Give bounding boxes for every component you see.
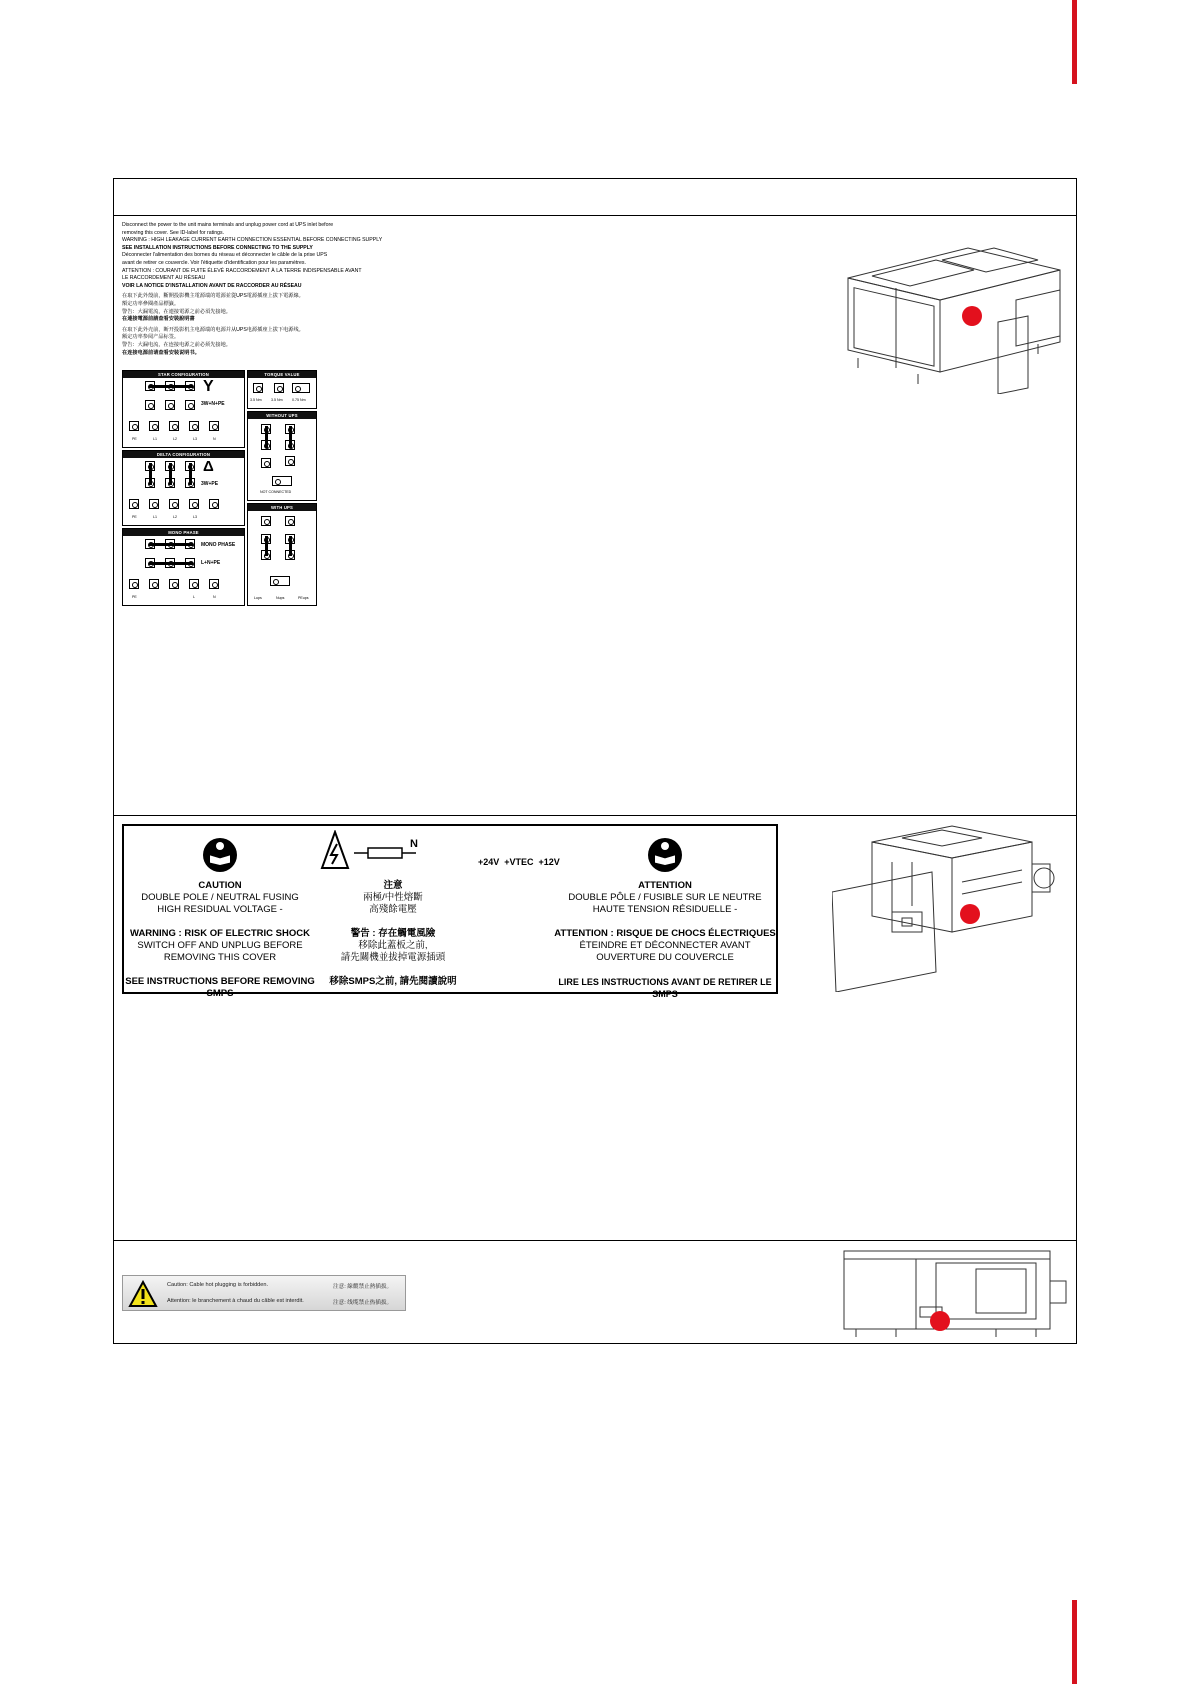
mains-text-line: 在连接电源前请查看安装说明书。 bbox=[122, 349, 200, 356]
cable-caution-label bbox=[122, 1275, 406, 1311]
mains-text-line: 在取下此外殼前，斷開投影機主電源端的電源並從UPS電源插座上拔下電源線。 bbox=[122, 293, 304, 300]
warning-line-1: SWITCH OFF AND UNPLUG BEFORE bbox=[137, 940, 303, 951]
table-row-cable-label bbox=[114, 1240, 1076, 1344]
mains-text-line: WARNING : HIGH LEAKAGE CURRENT EARTH CONNECTION ESSENTIAL BEFORE CONNECTING SUPPLY bbox=[122, 237, 383, 244]
mono-title: MONO PHASE bbox=[123, 529, 244, 536]
caution-zh-line-2: 高殘餘電壓 bbox=[369, 904, 417, 915]
footer-en: SEE INSTRUCTIONS BEFORE REMOVING SMPS bbox=[125, 976, 315, 999]
delta-symbol: Δ bbox=[203, 458, 214, 475]
star-label-l2: L2 bbox=[173, 437, 177, 441]
with-ups-label-lups: Lups bbox=[254, 596, 262, 600]
star-label-l1: L1 bbox=[153, 437, 157, 441]
cable-caution-en: Caution: Cable hot plugging is forbidden. bbox=[167, 1282, 269, 1288]
with-ups-label-peups: PEups bbox=[298, 596, 309, 600]
attention-warn-line-1: ÉTEINDRE ET DÉCONNECTER AVANT bbox=[579, 940, 751, 951]
attention-warn-title: ATTENTION : RISQUE DE CHOCS ÉLECTRIQUES bbox=[554, 928, 776, 939]
star-type: 3W+N+PE bbox=[201, 401, 225, 407]
fuse-icon bbox=[354, 846, 416, 860]
delta-label-l2: L2 bbox=[173, 515, 177, 519]
mains-text-line: Déconnecter l'alimentation des bornes du réseau et déconnecter le câble de la prise UPS bbox=[122, 252, 328, 259]
mono-type: L+N+PE bbox=[201, 560, 221, 566]
cable-caution-zh-simp: 注意: 线缆禁止热插拔。 bbox=[333, 1300, 393, 1306]
not-connected-label: NOT CONNECTED bbox=[260, 490, 292, 494]
star-configuration-box bbox=[122, 370, 245, 448]
warning-line-2: REMOVING THIS COVER bbox=[163, 952, 277, 963]
torque-value-1: 3.5 Nm bbox=[250, 398, 262, 402]
projector-illustration-side bbox=[832, 822, 1062, 992]
warning-zh-line-2: 請先關機並拔掉電源插頭 bbox=[340, 952, 446, 963]
fuse-label-n: N bbox=[410, 838, 418, 850]
torque-value-2: 3.5 Nm bbox=[271, 398, 283, 402]
star-label-pe: PE bbox=[132, 437, 137, 441]
without-ups-title: WITHOUT UPS bbox=[248, 412, 316, 419]
projector-illustration-front bbox=[836, 1247, 1072, 1339]
warning-triangle-icon bbox=[128, 1280, 158, 1308]
mains-warning-text bbox=[122, 222, 392, 357]
labels-table bbox=[113, 178, 1077, 1344]
caution-line-1: DOUBLE POLE / NEUTRAL FUSING bbox=[141, 892, 299, 903]
delta-label-pe: PE bbox=[132, 515, 137, 519]
warning-zh-line-1: 移除此蓋板之前, bbox=[358, 940, 428, 951]
warning-title: WARNING : RISK OF ELECTRIC SHOCK bbox=[130, 928, 310, 939]
caution-zh-line-1: 兩極/中性熔斷 bbox=[363, 892, 423, 903]
mains-text-line: LE RACCORDEMENT AU RÉSEAU bbox=[122, 275, 206, 282]
mono-label-n: N bbox=[213, 595, 216, 599]
location-marker-2 bbox=[960, 904, 980, 924]
footer-zh: 移除SMPS之前, 請先閱讀說明 bbox=[329, 976, 457, 987]
without-ups-box bbox=[247, 411, 317, 501]
delta-configuration-box bbox=[122, 450, 245, 526]
star-symbol: Y bbox=[203, 378, 214, 395]
mains-text-line: 在連接電源前請查看安裝說明書 bbox=[122, 316, 195, 323]
with-ups-title: WITH UPS bbox=[248, 504, 316, 511]
mains-text-line: SEE INSTALLATION INSTRUCTIONS BEFORE CONNECTING TO THE SUPPLY bbox=[122, 244, 313, 251]
attention-warn-line-2: OUVERTURE DU COUVERCLE bbox=[596, 952, 734, 963]
attention-line-1: DOUBLE PÔLE / FUSIBLE SUR LE NEUTRE bbox=[568, 892, 762, 903]
delta-title: DELTA CONFIGURATION bbox=[123, 451, 244, 458]
mains-text-line: VOIR LA NOTICE D'INSTALLATION AVANT DE RACCORDER AU RÉSEAU bbox=[122, 282, 302, 289]
torque-value-3: 0.75 Nm bbox=[292, 398, 306, 402]
electric-shock-icon bbox=[320, 830, 350, 870]
with-ups-box bbox=[247, 503, 317, 606]
read-manual-icon bbox=[203, 838, 237, 872]
mono-label-pe: PE bbox=[132, 595, 137, 599]
torque-title: TORQUE VALUE bbox=[248, 371, 316, 378]
smps-warning-label bbox=[122, 824, 778, 999]
mains-text-line: 額定功率參閱產品標籤。 bbox=[122, 300, 180, 307]
star-title: STAR CONFIGURATION bbox=[123, 371, 244, 378]
caution-title: CAUTION bbox=[198, 880, 242, 891]
attention-line-2: HAUTE TENSION RÉSIDUELLE - bbox=[592, 904, 738, 915]
page-accent-bar-bottom bbox=[1072, 1600, 1077, 1684]
star-label-n: N bbox=[213, 437, 216, 441]
table-header-row bbox=[114, 179, 1076, 215]
warning-title-zh: 警告 : 存在觸電風險 bbox=[350, 928, 436, 939]
caution-line-2: HIGH RESIDUAL VOLTAGE - bbox=[157, 904, 283, 915]
attention-title: ATTENTION bbox=[638, 880, 692, 891]
mains-text-line: ATTENTION : COURANT DE FUITE ÉLEVÉ RACCORDEMENT À LA TERRE INDISPENSABLE AVANT bbox=[122, 267, 362, 274]
location-marker-3 bbox=[930, 1311, 950, 1331]
mains-text-line: Disconnect the power to the unit mains terminals and unplug power cord at UPS inlet before bbox=[122, 222, 334, 228]
page-accent-bar-top bbox=[1072, 0, 1077, 84]
star-label-l3: L3 bbox=[193, 437, 197, 441]
read-manual-icon-2 bbox=[648, 838, 682, 872]
table-row-mains-label bbox=[114, 215, 1076, 816]
wiring-diagram bbox=[122, 370, 322, 610]
torque-value-box bbox=[247, 370, 317, 409]
table-row-smps-label bbox=[114, 815, 1076, 1241]
mono-label-l: L bbox=[193, 595, 195, 599]
voltage-list: +24V +VTEC +12V bbox=[478, 857, 560, 867]
cable-caution-fr: Attention: le branchement à chaud du câble est interdit. bbox=[167, 1298, 304, 1304]
with-ups-label-nups: Nups bbox=[276, 596, 285, 600]
caution-title-zh: 注意 bbox=[383, 880, 403, 891]
mono-phase-box bbox=[122, 528, 245, 606]
mains-text-line: 警告：大漏電流，在連接電源之前必須先接地。 bbox=[122, 308, 231, 315]
mains-text-line: 警告：大漏电流，在连接电源之前必须先接地。 bbox=[122, 341, 231, 348]
delta-label-l1: L1 bbox=[153, 515, 157, 519]
footer-fr: LIRE LES INSTRUCTIONS AVANT DE RETIRER LE SMPS bbox=[558, 977, 772, 999]
mains-text-line: 额定功率参阅产品标签。 bbox=[122, 334, 180, 341]
projector-illustration-top bbox=[838, 218, 1068, 394]
mains-text-line: removing this cover. See ID-label for ratings. bbox=[122, 229, 225, 236]
delta-type: 3W+PE bbox=[201, 481, 219, 487]
mains-text-line: avant de retirer ce couvercle. Voir l'étiquette d'identification pour les paramètres. bbox=[122, 259, 306, 266]
mains-text-line: 在取下此外壳前，断开投影机主电源端的电源并从UPS电源插座上拔下电源线。 bbox=[122, 326, 304, 333]
mono-symbol: MONO PHASE bbox=[201, 542, 236, 548]
location-marker-1 bbox=[962, 306, 982, 326]
cable-caution-zh-trad: 注意: 線纜禁止熱插拔。 bbox=[333, 1284, 393, 1290]
delta-label-l3: L3 bbox=[193, 515, 197, 519]
